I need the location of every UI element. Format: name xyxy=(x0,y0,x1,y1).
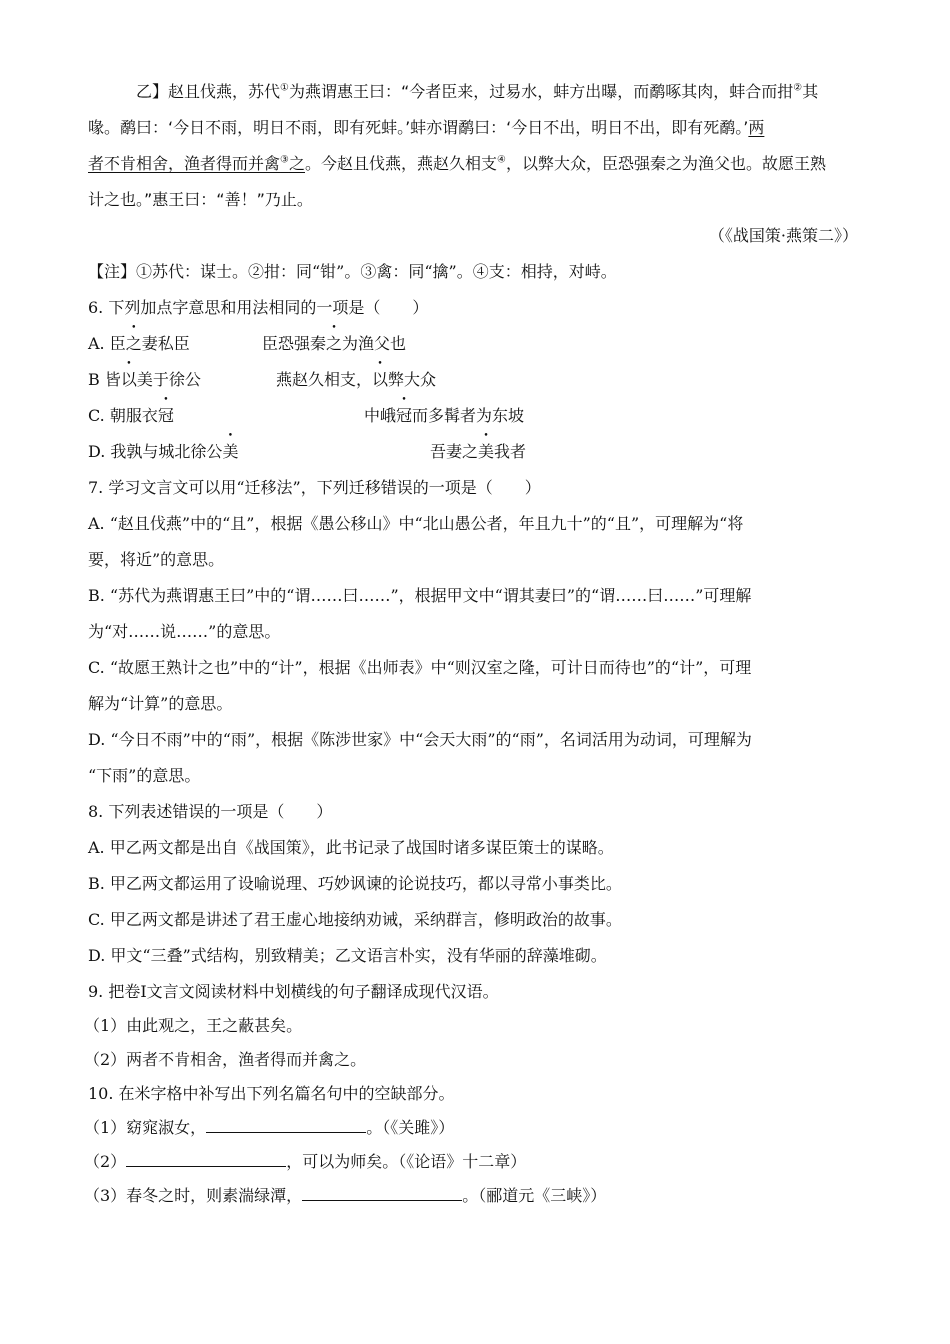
q7-option-c: C. “故愿王熟计之也”中的“计”，根据《出师表》中“则汉室之隆，可计日而待也”的“计”，可理 xyxy=(88,658,752,677)
q9-sentence-2: （2）两者不肯相舍，渔者得而并禽之。 xyxy=(84,1050,367,1069)
underlined-sentence xyxy=(88,154,305,173)
q8-option-d: D. 甲文“三叠”式结构，别致精美；乙文语言朴实，没有华丽的辞藻堆砌。 xyxy=(88,946,607,965)
passage-line-1 xyxy=(136,82,818,102)
passage-text: ，以弊大众，臣恐强秦之为渔父也。故愿王熟 xyxy=(505,154,826,173)
q7-option-a: A. “赵且伐燕”中的“且”，根据《愚公移山》中“北山愚公者，年且九十”的“且”，可理解为“将 xyxy=(88,514,744,533)
passage-line-4 xyxy=(88,190,313,210)
q7-option-a-cont: 要，将近”的意思。 xyxy=(88,550,225,569)
q7-option-d-cont: “下雨”的意思。 xyxy=(88,766,201,785)
q6-option-b-right: 燕赵久相支，以弊大众 xyxy=(276,370,437,389)
q8-option-c: C. 甲乙两文都是讲述了君王虚心地接纳劝诫，采纳群言，修明政治的故事。 xyxy=(88,910,622,929)
q6-option-b-left: B 皆以美于徐公 xyxy=(88,370,201,389)
dotted-char: 冠 xyxy=(396,406,413,425)
footnote-marker: ③ xyxy=(280,154,289,166)
passage-line-2 xyxy=(88,118,764,138)
passage-text: 为燕谓惠王曰：“今者臣来，过易水，蚌方出曝，而鹬啄其肉，蚌合而拑 xyxy=(288,82,794,101)
q7-option-b-cont: 为“对……说……”的意思。 xyxy=(88,622,281,641)
q6-option-a-left: A. 臣之妻私臣 xyxy=(88,334,190,353)
passage-line-3 xyxy=(88,154,826,174)
passage-text: 其 xyxy=(802,82,819,101)
q6-stem: 6. 下列加点字意思和用法相同的一项是（ ） xyxy=(88,298,429,317)
q8-stem: 8. 下列表述错误的一项是（ ） xyxy=(88,802,333,821)
q6-option-d-left: D. 我孰与城北徐公美 xyxy=(88,442,239,461)
passage-source: （《战国策·燕策二》） xyxy=(708,226,858,245)
q6-option-a-right: 臣恐强秦之为渔父也 xyxy=(262,334,407,353)
passage-text: 。今赵且伐燕，燕赵久相支 xyxy=(305,154,498,173)
q9-stem: 9. 把卷Ⅰ文言文阅读材料中划横线的句子翻译成现代汉语。 xyxy=(88,982,499,1001)
q8-option-b: B. 甲乙两文都运用了设喻说理、巧妙讽谏的论说技巧，都以寻常小事类比。 xyxy=(88,874,622,893)
q10-stem: 10. 在米字格中补写出下列名篇名句中的空缺部分。 xyxy=(88,1084,455,1103)
dotted-char: 美 xyxy=(222,442,239,461)
q6-option-d-right: 吾妻之美我者 xyxy=(430,442,527,461)
underlined-sentence: 两 xyxy=(748,118,765,137)
q6-option-c-right: 中峨冠而多髯者为东坡 xyxy=(364,406,525,425)
footnote-marker: ④ xyxy=(497,154,506,166)
passage-text: 乙】赵且伐燕，苏代 xyxy=(136,82,281,101)
q7-stem: 7. 学习文言文可以用“迁移法”，下列迁移错误的一项是（ ） xyxy=(88,478,541,497)
dotted-char: 美 xyxy=(478,442,495,461)
q10-item-1: （1）窈窕淑女， 。（《关雎》） xyxy=(84,1118,455,1137)
q10-item-2: （2） ，可以为师矣。（《论语》十二章） xyxy=(84,1152,527,1171)
footnote-marker: ① xyxy=(280,82,289,94)
dotted-char: 以 xyxy=(372,370,389,389)
q6-option-c-left: C. 朝服衣冠 xyxy=(88,406,174,425)
q10-item-3: （3）春冬之时，则素湍绿潭， 。（郦道元《三峡》） xyxy=(84,1186,607,1205)
q7-option-b: B. “苏代为燕谓惠王曰”中的“谓……曰……”，根据甲文中“谓其妻曰”的“谓……曰……”可理解 xyxy=(88,586,752,605)
passage-text: 计之也。”惠王曰：“善！”乃止。 xyxy=(88,190,313,209)
answer-blank[interactable] xyxy=(206,1118,366,1133)
dotted-char: 之 xyxy=(326,334,343,353)
q7-option-c-cont: 解为“计算”的意思。 xyxy=(88,694,233,713)
passage-text: 者不肯相舍，渔者得而并禽 xyxy=(88,154,281,173)
passage-text: 喙。鹬曰：‘今日不雨，明日不雨，即有死蚌。’蚌亦谓鹬曰：‘今日不出，明日不出，即有死鹬。’ xyxy=(88,118,749,137)
passage-note: 【注】①苏代：谋士。②拑：同“钳”。③禽：同“擒”。④支：相持，对峙。 xyxy=(88,262,617,281)
q7-option-d: D. “今日不雨”中的“雨”，根据《陈涉世家》中“会天大雨”的“雨”，名词活用为动词，可理解为 xyxy=(88,730,752,749)
passage-text: 之 xyxy=(288,154,305,173)
answer-blank[interactable] xyxy=(126,1152,286,1167)
footnote-marker: ② xyxy=(793,82,803,94)
q8-option-a: A. 甲乙两文都是出自《战国策》，此书记录了战国时诸多谋臣策士的谋略。 xyxy=(88,838,614,857)
q9-sentence-1: （1）由此观之，王之蔽甚矣。 xyxy=(84,1016,303,1035)
dotted-char: 之 xyxy=(125,334,142,353)
dotted-char: 冠 xyxy=(157,406,174,425)
dotted-char: 以 xyxy=(120,370,137,389)
answer-blank[interactable] xyxy=(302,1186,462,1201)
